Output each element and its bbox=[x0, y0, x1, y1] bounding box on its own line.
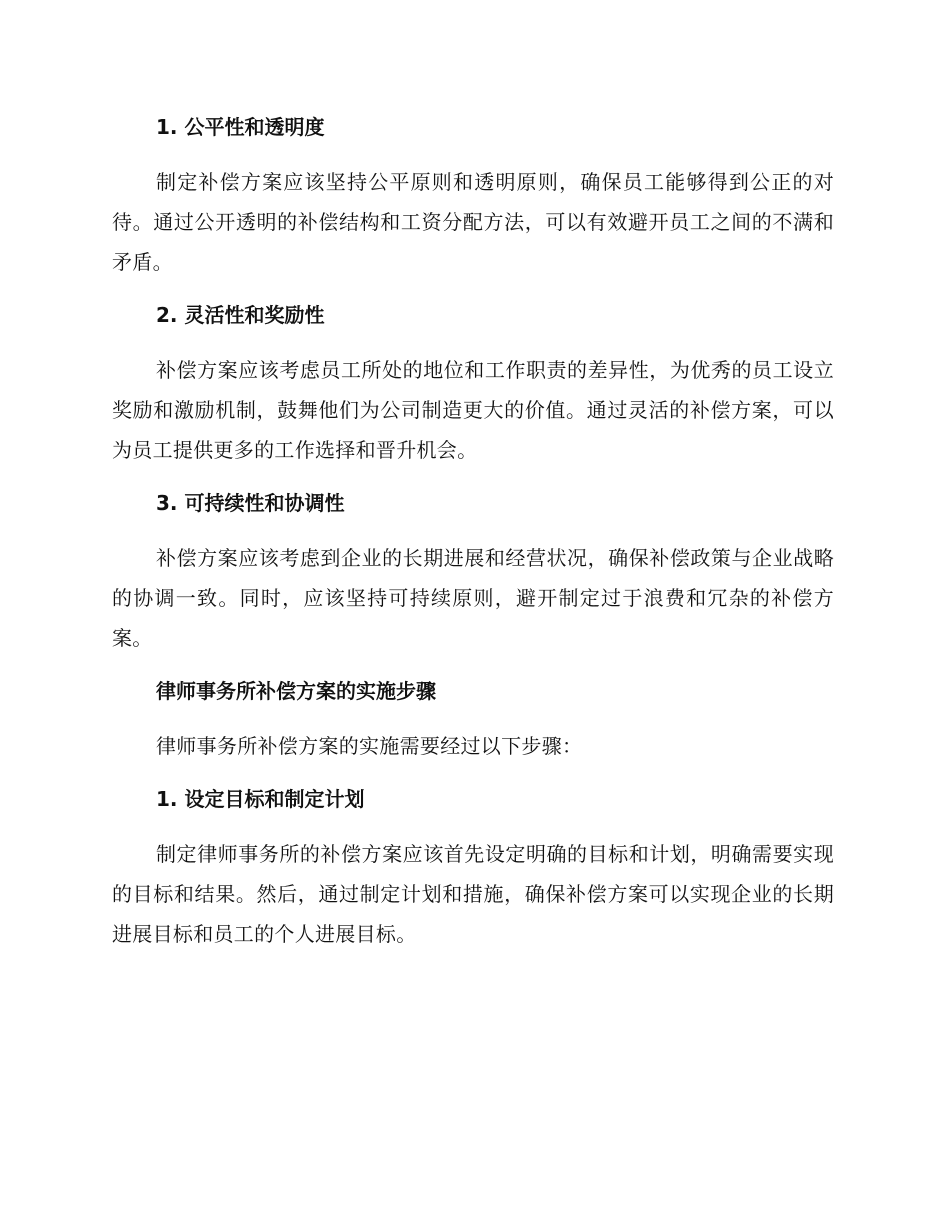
section-paragraph-implementation-steps: 律师事务所补偿方案的实施需要经过以下步骤： bbox=[156, 734, 583, 758]
section-paragraph-goals-and-plan: 制定律师事务所的补偿方案应该首先设定明确的目标和计划，明确需要实现的目标和结果。然后，通过制定计划和措施，确保补偿方案可以实现企业的长期进展目标和员工的个人进展目标。 bbox=[112, 842, 834, 946]
document-body bbox=[112, 110, 834, 954]
section-heading-sustainability: 3. 可持续性和协调性 bbox=[156, 491, 345, 515]
section-paragraph-flexibility: 补偿方案应该考虑员工所处的地位和工作职责的差异性，为优秀的员工设立奖励和激励机制，鼓舞他们为公司制造更大的价值。通过灵活的补偿方案，可以为员工提供更多的工作选择和晋升机会。 bbox=[112, 358, 834, 462]
section-heading-implementation-steps: 律师事务所补偿方案的实施步骤 bbox=[156, 679, 436, 703]
section-paragraph-fairness: 制定补偿方案应该坚持公平原则和透明原则，确保员工能够得到公正的对待。通过公开透明的补偿结构和工资分配方法，可以有效避开员工之间的不满和矛盾。 bbox=[112, 170, 834, 274]
section-heading-fairness: 1. 公平性和透明度 bbox=[156, 115, 325, 139]
section-heading-flexibility: 2. 灵活性和奖励性 bbox=[156, 303, 325, 327]
section-paragraph-sustainability: 补偿方案应该考虑到企业的长期进展和经营状况，确保补偿政策与企业战略的协调一致。同时，应该坚持可持续原则，避开制定过于浪费和冗杂的补偿方案。 bbox=[112, 546, 834, 650]
section-heading-goals-and-plan: 1. 设定目标和制定计划 bbox=[156, 787, 365, 811]
